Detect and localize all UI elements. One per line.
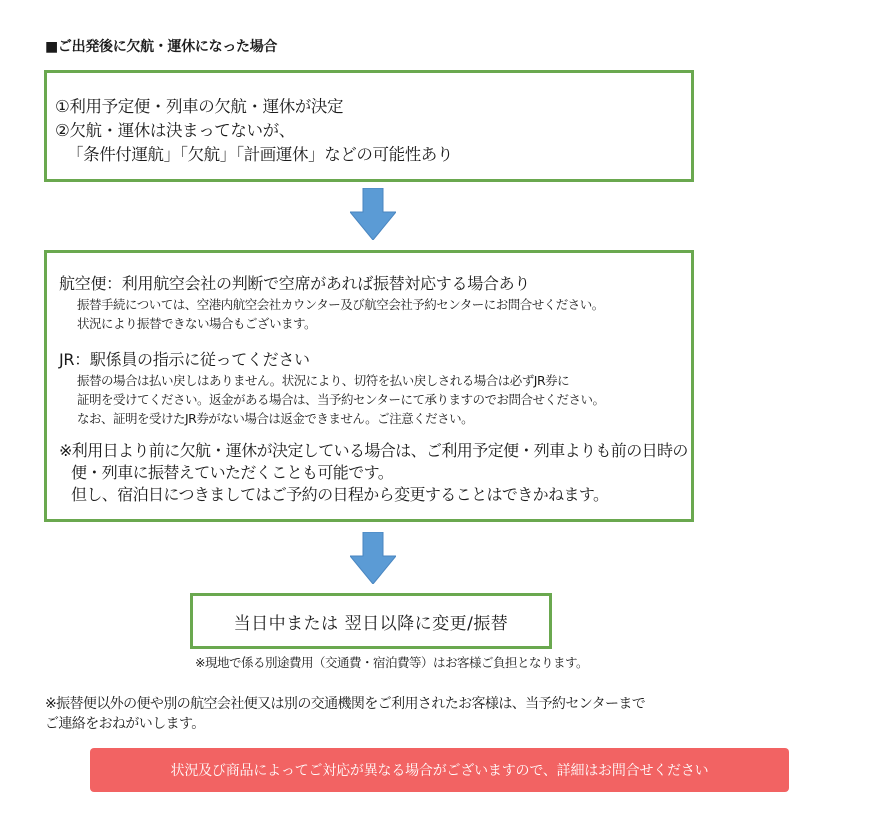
advance-note-line-1: ※利用日より前に欠航・運休が決定している場合は、ご利用予定便・列車よりも前の日時の bbox=[59, 441, 688, 460]
condition-line-1: ①利用予定便・列車の欠航・運休が決定 bbox=[55, 97, 344, 116]
expense-note: ※現地で係る別途費用（交通費・宿泊費等）はお客様ご負担となります。 bbox=[195, 655, 588, 670]
jr-detail-2: 証明を受けてください。返金がある場合は、当予約センターにて承りますのでお問合せください。 bbox=[77, 392, 605, 407]
condition-line-2: ②欠航・運休は決まってないが、 bbox=[55, 121, 295, 140]
jr-detail-1: 振替の場合は払い戻しはありません。状況により、切符を払い戻しされる場合は必ずJR券に bbox=[77, 373, 570, 388]
cancellation-condition-box bbox=[44, 70, 694, 182]
air-title: 航空便：利用航空会社の判断で空席があれば振替対応する場合あり bbox=[59, 274, 531, 293]
advance-note-line-2: 便・列車に振替えていただくことも可能です。 bbox=[71, 463, 394, 482]
advance-note-line-3: 但し、宿泊日につきましてはご予約の日程から変更することはできかねます。 bbox=[71, 485, 609, 504]
air-detail-2: 状況により振替できない場合もございます。 bbox=[77, 316, 317, 331]
contact-note bbox=[45, 694, 645, 734]
inquiry-banner[interactable] bbox=[90, 748, 789, 792]
advance-note bbox=[59, 440, 691, 506]
down-arrow-icon bbox=[350, 532, 396, 584]
down-arrow-icon bbox=[350, 188, 396, 240]
change-transfer-box bbox=[190, 593, 552, 649]
contact-note-line-2: ご連絡をおねがいします。 bbox=[45, 716, 205, 732]
air-detail-1: 振替手続については、空港内航空会社カウンター及び航空会社予約センターにお問合せください。 bbox=[77, 297, 604, 312]
contact-note-line-1: ※振替便以外の便や別の航空会社便又は別の交通機関をご利用されたお客様は、当予約センターまで bbox=[45, 696, 646, 712]
condition-line-3: 「条件付運航」「欠航」「計画運休」などの可能性あり bbox=[67, 145, 454, 164]
section-heading: ■ご出発後に欠航・運休になった場合 bbox=[45, 39, 278, 55]
jr-detail-3: なお、証明を受けたJR券がない場合は返金できません。ご注意ください。 bbox=[77, 411, 474, 426]
inquiry-banner-text: 状況及び商品によってご対応が異なる場合がございますので、詳細はお問合せください bbox=[170, 763, 709, 779]
response-details-box bbox=[44, 250, 694, 522]
change-transfer-text: 当日中または 翌日以降に変更/振替 bbox=[233, 613, 509, 634]
jr-title: JR：駅係員の指示に従ってください bbox=[59, 350, 310, 369]
